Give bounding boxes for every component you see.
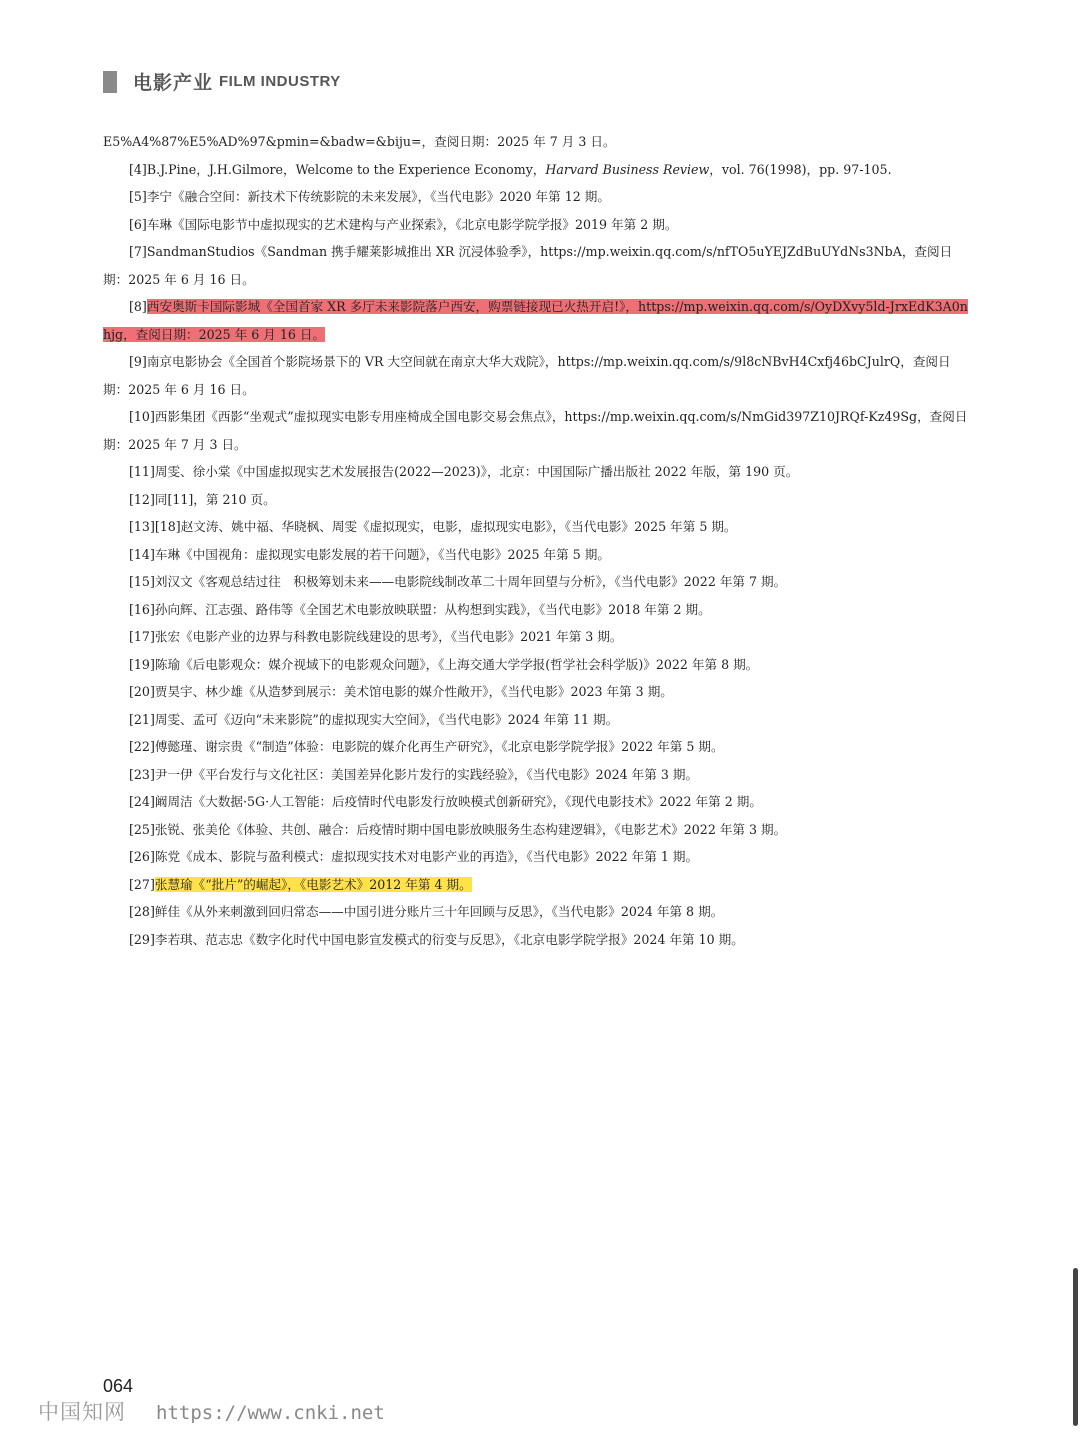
reference-item (103, 651, 969, 679)
header-title-cn: 电影产业 (133, 72, 214, 94)
reference-text: [6]车琳《国际电影节中虚拟现实的艺术建构与产业探索》，《北京电影学院学报》2019 年第 2 期。 (129, 216, 678, 232)
reference-text: ，vol. 76(1998)，pp. 97-105. (709, 161, 892, 177)
reference-text: [19]陈瑜《后电影观众：媒介视域下的电影观众问题》，《上海交通大学学报(哲学社会科学版)》2022 年第 8 期。 (129, 656, 759, 672)
reference-text: [4]B.J.Pine，J.H.Gilmore，Welcome to the Experience Economy， (129, 161, 546, 177)
highlighted-text: 张慧瑜《“批片”的崛起》，《电影艺术》2012 年第 4 期。 (154, 876, 472, 892)
reference-item (103, 156, 969, 184)
reference-text: [24]阚周洁《大数据·5G·人工智能：后疫情时代电影发行放映模式创新研究》，《现代电影技术》2022 年第 2 期。 (129, 794, 762, 809)
reference-text: [27] (129, 876, 155, 892)
reference-text: [9]南京电影协会《全国首个影院场景下的 VR 大空间就在南京大华大戏院》，https://mp.weixin.qq.com/s/9l8cNBvH4Cxfj46bCJulrQ，查阅日期：2025 年 6 月 16 日。 (103, 354, 951, 397)
section-header (103, 68, 341, 95)
reference-text: [14]车琳《中国视角：虚拟现实电影发展的若干问题》，《当代电影》2025 年第 5 期。 (129, 546, 610, 562)
reference-item (103, 871, 969, 899)
page-number: 064 (103, 1376, 134, 1396)
reference-text: [12]同[11]，第 210 页。 (129, 491, 276, 507)
reference-text: [10]西影集团《西影“坐观式”虚拟现实电影专用座椅成全国电影交易会焦点》，https://mp.weixin.qq.com/s/NmGid397Z10JRQf-Kz49Sg，查阅日期：2025 年 7 月 3 日。 (103, 409, 968, 452)
cnki-logo-text: 中国知网 (38, 1400, 126, 1424)
reference-text: [21]周雯、孟可《迈向“未来影院”的虚拟现实大空间》，《当代电影》2024 年第 11 期。 (129, 711, 619, 727)
scrollbar-thumb[interactable] (1073, 1268, 1078, 1426)
reference-text: E5%A4%87%E5%AD%97&pmin=&badw=&biju=，查阅日期：2025 年 7 月 3 日。 (103, 134, 616, 149)
reference-item (103, 816, 969, 844)
reference-text: [25]张锐、张美伦《体验、共创、融合：后疫情时期中国电影放映服务生态构建逻辑》，《电影艺术》2022 年第 3 期。 (129, 821, 787, 837)
reference-text: [16]孙向辉、江志强、路伟等《全国艺术电影放映联盟：从构想到实践》，《当代电影》2018 年第 2 期。 (129, 601, 711, 617)
reference-text: Harvard Business Review (545, 161, 710, 177)
reference-list (103, 128, 969, 953)
reference-item (103, 568, 969, 596)
reference-text: [11]周雯、徐小棠《中国虚拟现实艺术发展报告(2022—2023)》，北京：中国国际广播出版社 2022 年版，第 190 页。 (129, 464, 799, 479)
reference-text: [22]傅懿瑾、谢宗贵《“制造”体验：电影院的媒介化再生产研究》，《北京电影学院学报》2022 年第 5 期。 (129, 739, 724, 754)
reference-item (103, 678, 969, 706)
cnki-url[interactable]: https://www.cnki.net (156, 1402, 385, 1424)
reference-item (103, 623, 969, 651)
reference-text: [13][18]赵文涛、姚中福、华晓枫、周雯《虚拟现实，电影，虚拟现实电影》，《当代电影》2025 年第 5 期。 (129, 519, 737, 534)
reference-item (103, 211, 969, 239)
reference-item (103, 513, 969, 541)
reference-item (103, 458, 969, 486)
reference-item (103, 183, 969, 211)
reference-text: [23]尹一伊《平台发行与文化社区：美国差异化影片发行的实践经验》，《当代电影》2024 年第 3 期。 (129, 766, 699, 782)
reference-text: [20]贾昊宇、林少雄《从造梦到展示：美术馆电影的媒介性敞开》，《当代电影》2023 年第 3 期。 (129, 684, 673, 699)
reference-text: [29]李若琪、范志忠《数字化时代中国电影宣发模式的衍变与反思》，《北京电影学院学报》2024 年第 10 期。 (129, 931, 744, 947)
reference-text: [7]SandmanStudios《Sandman 携手耀莱影城推出 XR 沉浸体验季》，https://mp.weixin.qq.com/s/nfTO5uYEJZdBuUYdNs3NbA，查阅日期：2025 年 6 月 16 日。 (103, 244, 953, 287)
reference-item (103, 596, 969, 624)
reference-item (103, 706, 969, 734)
reference-text: [26]陈党《成本、影院与盈利模式：虚拟现实技术对电影产业的再造》，《当代电影》2022 年第 1 期。 (129, 849, 699, 864)
reference-text: [5]李宁《融合空间：新技术下传统影院的未来发展》，《当代电影》2020 年第 12 期。 (129, 189, 610, 204)
header-title-en: FILM INDUSTRY (219, 73, 341, 90)
reference-item (103, 486, 969, 514)
reference-item (103, 348, 969, 403)
reference-item (103, 293, 969, 348)
reference-text: [8] (129, 299, 147, 314)
header-bar-mark (103, 71, 117, 93)
reference-item (103, 788, 969, 816)
highlighted-text: 西安奥斯卡国际影城《全国首家 XR 多厅未来影院落户西安，购票链接现已火热开启!》，https://mp.weixin.qq.com/s/OyDXvy5ld-JrxEdK3A0nhjg，查阅日期：2025 年 6 月 16 日。 (103, 299, 968, 342)
reference-item (103, 403, 969, 458)
reference-item (103, 761, 969, 789)
reference-text: [17]张宏《电影产业的边界与科教电影院线建设的思考》，《当代电影》2021 年第 3 期。 (129, 629, 623, 644)
reference-item (103, 128, 969, 156)
reference-text: [15]刘汉文《客观总结过往 积极筹划未来——电影院线制改革二十周年回望与分析》，《当代电影》2022 年第 7 期。 (129, 574, 787, 589)
reference-item (103, 733, 969, 761)
reference-item (103, 926, 969, 954)
reference-text: [28]鲜佳《从外来刺激到回归常态——中国引进分账片三十年回顾与反思》，《当代电影》2024 年第 8 期。 (129, 904, 724, 919)
reference-item (103, 898, 969, 926)
reference-item (103, 541, 969, 569)
reference-item (103, 843, 969, 871)
reference-item (103, 238, 969, 293)
cnki-watermark (38, 1396, 385, 1426)
